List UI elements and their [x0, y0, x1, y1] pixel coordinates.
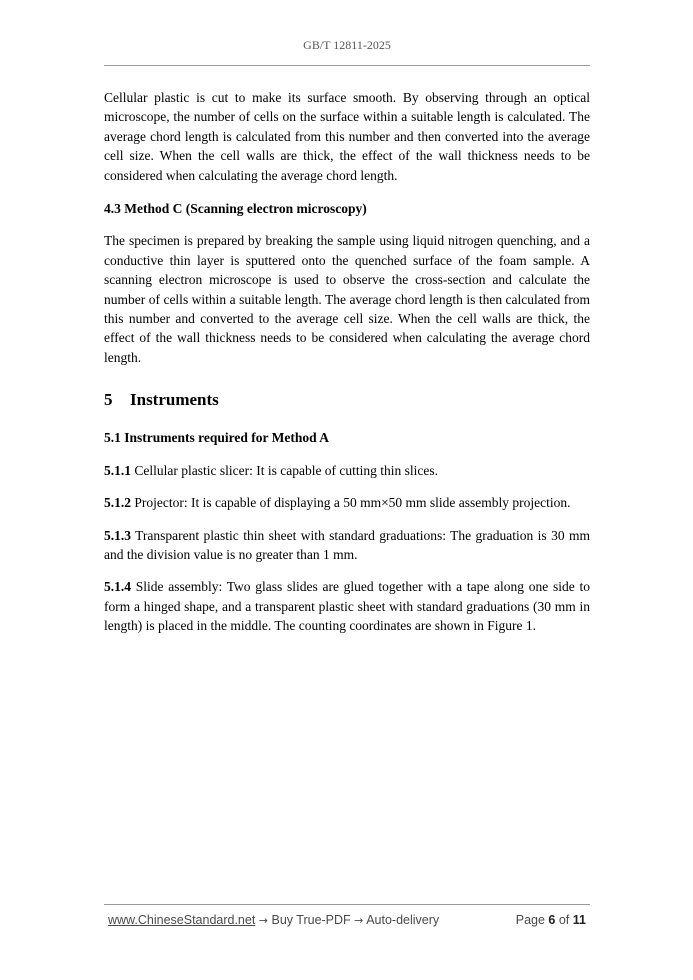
item-5-1-3 — [104, 526, 590, 565]
page-label: Page — [515, 913, 545, 927]
page-indicator — [516, 913, 586, 927]
heading-4-3: 4.3 Method C (Scanning electron microscopy) — [104, 201, 367, 217]
site-link[interactable]: www.ChineseStandard.net — [108, 913, 256, 927]
heading-section-5 — [104, 389, 590, 411]
page-footer — [108, 913, 586, 931]
footer-links — [108, 913, 439, 927]
running-header: GB/T 12811-2025 — [303, 38, 391, 52]
item-5-1-4 — [104, 577, 590, 635]
heading-5-1: 5.1 Instruments required for Method A — [104, 430, 330, 446]
item-5-1-2 — [104, 493, 590, 512]
item-5-1-1 — [104, 461, 590, 480]
paragraph-4-3: The specimen is prepared by breaking the sample using liquid nitrogen quenching, and a conductive thin layer is sputtered onto the quenched surface of the foam sample. A scanning electron microscope is used to observe the cross-section and calculate the number of cells within a suitable length. The average chord length is then calculated from this number and converted to the average cell size. When the cell walls are thick, the effect of the wall thickness needs to be considered when calculating the average chord length. — [104, 233, 590, 365]
item-text: Cellular plastic slicer: It is capable of cutting thin slices. — [131, 462, 439, 478]
arrow-right-icon: → — [354, 914, 364, 927]
section-5-number: 5 — [104, 390, 113, 410]
intro-paragraph: Cellular plastic is cut to make its surface smooth. By observing through an optical microscope, the number of cells on the surface within a suitable length is calculated. The average chord length is calculated from this number and then converted into the average cell size. When the cell walls are thick, the effect of the wall thickness needs to be considered when calculating the average chord length. — [104, 90, 590, 183]
auto-delivery-text: Auto-delivery — [366, 913, 440, 927]
page-content — [104, 88, 590, 636]
page-current: 6 — [548, 913, 556, 927]
item-text: Slide assembly: Two glass slides are glued together with a tape along one side to form a hinged shape, and a transparent plastic sheet with standard graduations (30 mm in length) is placed in the middle. The counting coordinates are shown in Figure 1. — [104, 579, 590, 634]
item-text: Projector: It is capable of displaying a 50 mm×50 mm slide assembly projection. — [131, 495, 571, 511]
section-5-title: Instruments — [130, 390, 219, 410]
arrow-right-icon: → — [258, 914, 269, 927]
header-divider — [104, 65, 590, 66]
item-number: 5.1.4 — [104, 579, 131, 595]
page-of: of — [558, 913, 570, 927]
page-total: 11 — [572, 913, 586, 927]
footer-divider — [104, 904, 590, 905]
item-number: 5.1.3 — [104, 527, 131, 543]
item-number: 5.1.2 — [104, 495, 131, 511]
item-number: 5.1.1 — [104, 462, 131, 478]
item-text: Transparent plastic thin sheet with standard graduations: The graduation is 30 mm and the division value is no greater than 1 mm. — [104, 527, 590, 562]
buy-pdf-link[interactable]: Buy True-PDF — [271, 913, 351, 927]
